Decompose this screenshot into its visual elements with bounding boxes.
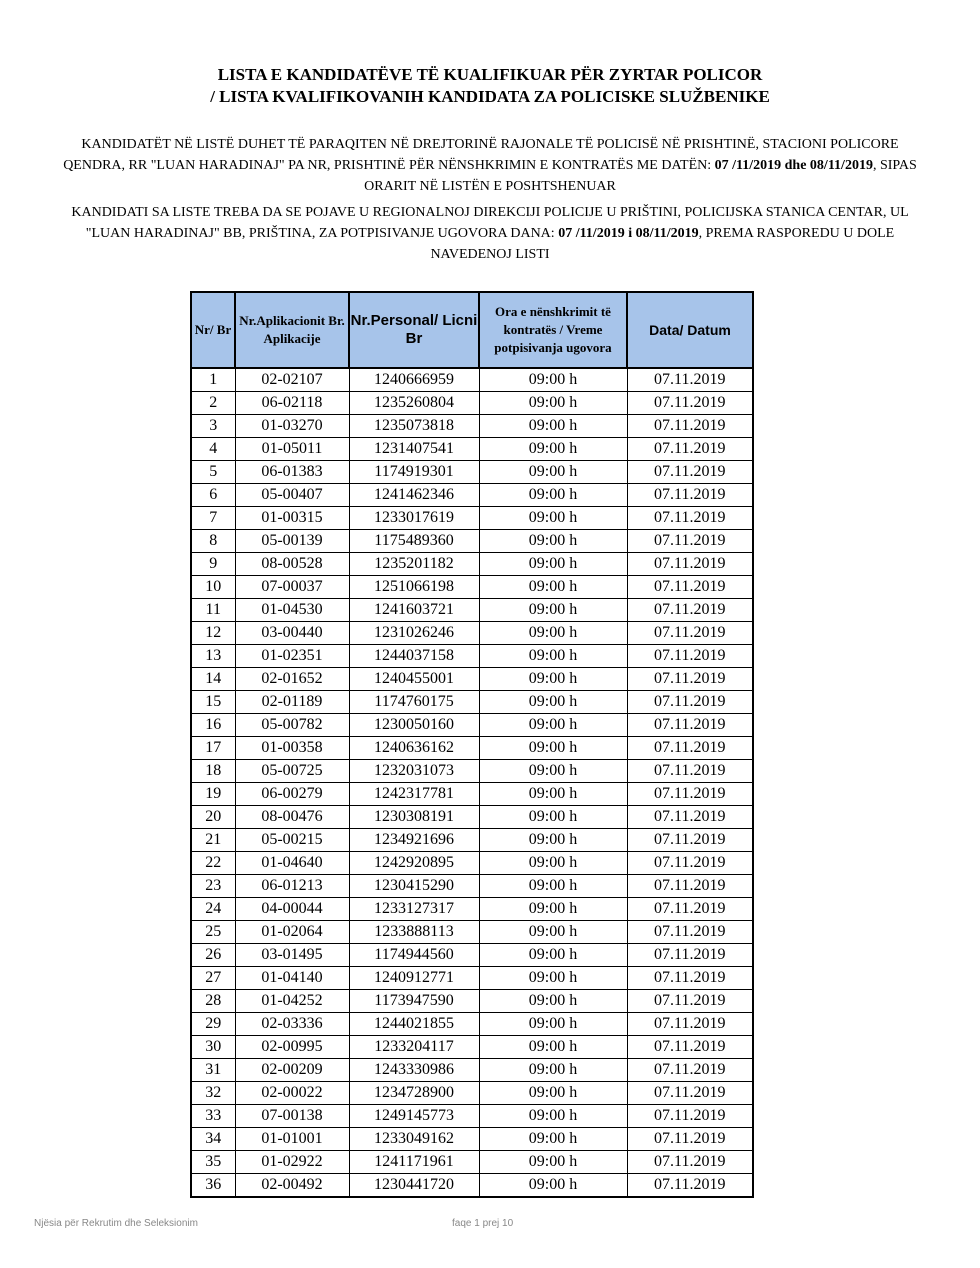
cell-application-number: 05-00782 <box>235 714 349 737</box>
cell-personal-number: 1234728900 <box>349 1082 479 1105</box>
instructions-serbian-text-a: KANDIDATI SA LISTE TREBA DA SE POJAVE U REGIONALNOJ DIREKCIJI POLICIJE U PRIŠTINI, POLICIJSKA STANICA CENTAR, UL "LUAN HARADINAJ" BB, PRIŠTINA, ZA POTPISIVANJE UGOVORA DANA: <box>71 205 909 241</box>
table-row <box>191 1059 753 1082</box>
cell-date: 07.11.2019 <box>627 990 753 1013</box>
cell-application-number: 02-00209 <box>235 1059 349 1082</box>
cell-signing-time: 09:00 h <box>479 368 627 392</box>
cell-date: 07.11.2019 <box>627 852 753 875</box>
table-row <box>191 829 753 852</box>
cell-nr: 15 <box>191 691 235 714</box>
cell-signing-time: 09:00 h <box>479 622 627 645</box>
cell-date: 07.11.2019 <box>627 645 753 668</box>
cell-application-number: 02-03336 <box>235 1013 349 1036</box>
cell-date: 07.11.2019 <box>627 760 753 783</box>
cell-nr: 19 <box>191 783 235 806</box>
cell-date: 07.11.2019 <box>627 530 753 553</box>
cell-application-number: 01-05011 <box>235 438 349 461</box>
cell-personal-number: 1230050160 <box>349 714 479 737</box>
cell-nr: 31 <box>191 1059 235 1082</box>
cell-signing-time: 09:00 h <box>479 1036 627 1059</box>
cell-application-number: 01-04252 <box>235 990 349 1013</box>
cell-nr: 25 <box>191 921 235 944</box>
table-row <box>191 806 753 829</box>
cell-nr: 27 <box>191 967 235 990</box>
cell-nr: 30 <box>191 1036 235 1059</box>
cell-signing-time: 09:00 h <box>479 737 627 760</box>
cell-personal-number: 1244037158 <box>349 645 479 668</box>
cell-signing-time: 09:00 h <box>479 783 627 806</box>
cell-signing-time: 09:00 h <box>479 599 627 622</box>
cell-application-number: 01-01001 <box>235 1128 349 1151</box>
cell-personal-number: 1251066198 <box>349 576 479 599</box>
cell-signing-time: 09:00 h <box>479 806 627 829</box>
cell-personal-number: 1230415290 <box>349 875 479 898</box>
instructions-serbian-dates: 07 /11/2019 i 08/11/2019 <box>558 226 699 241</box>
cell-personal-number: 1240455001 <box>349 668 479 691</box>
table-row <box>191 1105 753 1128</box>
cell-nr: 8 <box>191 530 235 553</box>
table-row <box>191 852 753 875</box>
cell-signing-time: 09:00 h <box>479 898 627 921</box>
cell-date: 07.11.2019 <box>627 691 753 714</box>
cell-personal-number: 1232031073 <box>349 760 479 783</box>
cell-date: 07.11.2019 <box>627 415 753 438</box>
cell-date: 07.11.2019 <box>627 1036 753 1059</box>
cell-nr: 29 <box>191 1013 235 1036</box>
cell-signing-time: 09:00 h <box>479 484 627 507</box>
cell-signing-time: 09:00 h <box>479 1151 627 1174</box>
table-row <box>191 392 753 415</box>
cell-application-number: 02-02107 <box>235 368 349 392</box>
cell-signing-time: 09:00 h <box>479 1082 627 1105</box>
cell-date: 07.11.2019 <box>627 1105 753 1128</box>
table-row <box>191 921 753 944</box>
cell-date: 07.11.2019 <box>627 737 753 760</box>
cell-nr: 10 <box>191 576 235 599</box>
cell-application-number: 05-00215 <box>235 829 349 852</box>
cell-signing-time: 09:00 h <box>479 714 627 737</box>
table-row <box>191 1036 753 1059</box>
cell-date: 07.11.2019 <box>627 1013 753 1036</box>
header-personal-number: Nr.Personal/ Licni Br <box>349 292 479 368</box>
cell-nr: 22 <box>191 852 235 875</box>
cell-personal-number: 1234921696 <box>349 829 479 852</box>
cell-date: 07.11.2019 <box>627 553 753 576</box>
cell-date: 07.11.2019 <box>627 944 753 967</box>
table-row <box>191 967 753 990</box>
table-body <box>191 368 753 1197</box>
cell-nr: 2 <box>191 392 235 415</box>
cell-application-number: 01-03270 <box>235 415 349 438</box>
cell-personal-number: 1241171961 <box>349 1151 479 1174</box>
cell-application-number: 01-04140 <box>235 967 349 990</box>
cell-signing-time: 09:00 h <box>479 1128 627 1151</box>
cell-nr: 35 <box>191 1151 235 1174</box>
table-row <box>191 783 753 806</box>
table-row <box>191 1128 753 1151</box>
cell-date: 07.11.2019 <box>627 1151 753 1174</box>
cell-nr: 33 <box>191 1105 235 1128</box>
cell-date: 07.11.2019 <box>627 921 753 944</box>
cell-nr: 6 <box>191 484 235 507</box>
cell-personal-number: 1241603721 <box>349 599 479 622</box>
cell-application-number: 07-00037 <box>235 576 349 599</box>
cell-date: 07.11.2019 <box>627 967 753 990</box>
cell-nr: 23 <box>191 875 235 898</box>
cell-application-number: 05-00725 <box>235 760 349 783</box>
table-row <box>191 415 753 438</box>
table-row <box>191 760 753 783</box>
header-signing-time: Ora e nënshkrimit të kontratës / Vreme potpisivanja ugovora <box>479 292 627 368</box>
cell-signing-time: 09:00 h <box>479 852 627 875</box>
table-row <box>191 875 753 898</box>
cell-nr: 5 <box>191 461 235 484</box>
table-row <box>191 368 753 392</box>
table-row <box>191 599 753 622</box>
cell-date: 07.11.2019 <box>627 438 753 461</box>
cell-application-number: 08-00476 <box>235 806 349 829</box>
cell-application-number: 01-00315 <box>235 507 349 530</box>
cell-nr: 13 <box>191 645 235 668</box>
cell-date: 07.11.2019 <box>627 507 753 530</box>
cell-application-number: 06-02118 <box>235 392 349 415</box>
cell-personal-number: 1230308191 <box>349 806 479 829</box>
table-row <box>191 645 753 668</box>
table-row <box>191 1082 753 1105</box>
candidates-table <box>190 291 754 1198</box>
cell-personal-number: 1233017619 <box>349 507 479 530</box>
cell-application-number: 07-00138 <box>235 1105 349 1128</box>
cell-signing-time: 09:00 h <box>479 990 627 1013</box>
cell-date: 07.11.2019 <box>627 392 753 415</box>
cell-signing-time: 09:00 h <box>479 415 627 438</box>
table-row <box>191 990 753 1013</box>
table-row <box>191 622 753 645</box>
footer-page-number: faqe 1 prej 10 <box>452 1218 514 1229</box>
cell-application-number: 06-01213 <box>235 875 349 898</box>
cell-nr: 11 <box>191 599 235 622</box>
cell-application-number: 02-01652 <box>235 668 349 691</box>
table-row <box>191 714 753 737</box>
cell-signing-time: 09:00 h <box>479 691 627 714</box>
header-application-number: Nr.Aplikacionit Br. Aplikacije <box>235 292 349 368</box>
table-row <box>191 438 753 461</box>
cell-date: 07.11.2019 <box>627 806 753 829</box>
cell-application-number: 05-00407 <box>235 484 349 507</box>
cell-application-number: 01-02351 <box>235 645 349 668</box>
cell-signing-time: 09:00 h <box>479 507 627 530</box>
table-row <box>191 1174 753 1198</box>
cell-signing-time: 09:00 h <box>479 530 627 553</box>
cell-personal-number: 1242920895 <box>349 852 479 875</box>
cell-personal-number: 1175489360 <box>349 530 479 553</box>
table-row <box>191 553 753 576</box>
cell-nr: 21 <box>191 829 235 852</box>
cell-nr: 3 <box>191 415 235 438</box>
cell-application-number: 01-04640 <box>235 852 349 875</box>
cell-personal-number: 1174919301 <box>349 461 479 484</box>
cell-nr: 4 <box>191 438 235 461</box>
cell-application-number: 08-00528 <box>235 553 349 576</box>
table-row <box>191 737 753 760</box>
cell-application-number: 02-01189 <box>235 691 349 714</box>
cell-personal-number: 1244021855 <box>349 1013 479 1036</box>
footer-unit: Njësia për Rekrutim dhe Seleksionim <box>34 1218 198 1229</box>
cell-signing-time: 09:00 h <box>479 944 627 967</box>
cell-date: 07.11.2019 <box>627 1082 753 1105</box>
cell-nr: 7 <box>191 507 235 530</box>
cell-date: 07.11.2019 <box>627 576 753 599</box>
cell-date: 07.11.2019 <box>627 1174 753 1198</box>
cell-application-number: 02-00995 <box>235 1036 349 1059</box>
cell-nr: 17 <box>191 737 235 760</box>
cell-date: 07.11.2019 <box>627 622 753 645</box>
cell-application-number: 01-02922 <box>235 1151 349 1174</box>
cell-application-number: 01-02064 <box>235 921 349 944</box>
cell-personal-number: 1240666959 <box>349 368 479 392</box>
cell-date: 07.11.2019 <box>627 1128 753 1151</box>
table-row <box>191 484 753 507</box>
cell-personal-number: 1240912771 <box>349 967 479 990</box>
cell-date: 07.11.2019 <box>627 898 753 921</box>
table-row <box>191 530 753 553</box>
cell-nr: 36 <box>191 1174 235 1198</box>
cell-date: 07.11.2019 <box>627 599 753 622</box>
cell-personal-number: 1231026246 <box>349 622 479 645</box>
cell-personal-number: 1233204117 <box>349 1036 479 1059</box>
instructions-albanian-text-b: , SIPAS ORARIT NË LISTËN E POSHTSHENUAR <box>364 158 917 194</box>
cell-signing-time: 09:00 h <box>479 553 627 576</box>
document-title-serbian: / LISTA KVALIFIKOVANIH KANDIDATA ZA POLICISKE SLUŽBENIKE <box>210 87 770 106</box>
cell-signing-time: 09:00 h <box>479 576 627 599</box>
cell-date: 07.11.2019 <box>627 829 753 852</box>
cell-signing-time: 09:00 h <box>479 875 627 898</box>
cell-personal-number: 1243330986 <box>349 1059 479 1082</box>
cell-nr: 28 <box>191 990 235 1013</box>
cell-nr: 9 <box>191 553 235 576</box>
header-nr: Nr/ Br <box>191 292 235 368</box>
cell-signing-time: 09:00 h <box>479 1105 627 1128</box>
cell-signing-time: 09:00 h <box>479 668 627 691</box>
cell-signing-time: 09:00 h <box>479 461 627 484</box>
cell-personal-number: 1242317781 <box>349 783 479 806</box>
cell-signing-time: 09:00 h <box>479 645 627 668</box>
table-row <box>191 668 753 691</box>
cell-application-number: 02-00022 <box>235 1082 349 1105</box>
cell-nr: 14 <box>191 668 235 691</box>
instructions-albanian <box>60 134 920 197</box>
cell-signing-time: 09:00 h <box>479 967 627 990</box>
table-row <box>191 576 753 599</box>
cell-personal-number: 1233049162 <box>349 1128 479 1151</box>
cell-nr: 26 <box>191 944 235 967</box>
cell-personal-number: 1230441720 <box>349 1174 479 1198</box>
cell-nr: 18 <box>191 760 235 783</box>
cell-signing-time: 09:00 h <box>479 921 627 944</box>
cell-personal-number: 1231407541 <box>349 438 479 461</box>
table-header-row <box>191 292 753 368</box>
cell-date: 07.11.2019 <box>627 461 753 484</box>
cell-date: 07.11.2019 <box>627 368 753 392</box>
cell-application-number: 04-00044 <box>235 898 349 921</box>
cell-application-number: 05-00139 <box>235 530 349 553</box>
cell-application-number: 06-01383 <box>235 461 349 484</box>
cell-nr: 32 <box>191 1082 235 1105</box>
cell-personal-number: 1235260804 <box>349 392 479 415</box>
cell-signing-time: 09:00 h <box>479 438 627 461</box>
cell-personal-number: 1235201182 <box>349 553 479 576</box>
cell-application-number: 03-01495 <box>235 944 349 967</box>
cell-nr: 12 <box>191 622 235 645</box>
cell-personal-number: 1240636162 <box>349 737 479 760</box>
instructions-serbian <box>60 202 920 265</box>
cell-nr: 34 <box>191 1128 235 1151</box>
header-date: Data/ Datum <box>627 292 753 368</box>
cell-application-number: 01-00358 <box>235 737 349 760</box>
cell-date: 07.11.2019 <box>627 714 753 737</box>
cell-signing-time: 09:00 h <box>479 1013 627 1036</box>
cell-date: 07.11.2019 <box>627 783 753 806</box>
table-row <box>191 507 753 530</box>
cell-application-number: 03-00440 <box>235 622 349 645</box>
cell-nr: 16 <box>191 714 235 737</box>
table-row <box>191 461 753 484</box>
instructions-serbian-text-b: , PREMA RASPOREDU U DOLE NAVEDENOJ LISTI <box>430 226 895 262</box>
table-row <box>191 944 753 967</box>
cell-nr: 1 <box>191 368 235 392</box>
cell-personal-number: 1233888113 <box>349 921 479 944</box>
table-row <box>191 1151 753 1174</box>
cell-personal-number: 1241462346 <box>349 484 479 507</box>
instructions-albanian-text-a: KANDIDATËT NË LISTË DUHET TË PARAQITEN NË DREJTORINË RAJONALE TË POLICISË NË PRISHTINË, STACIONI POLICORE QENDRA, RR "LUAN HARADINAJ" PA NR, PRISHTINË PËR NËNSHKRIMIN E KONTRATËS ME DATËN: <box>63 137 899 173</box>
cell-personal-number: 1235073818 <box>349 415 479 438</box>
cell-application-number: 01-04530 <box>235 599 349 622</box>
cell-signing-time: 09:00 h <box>479 1174 627 1198</box>
table-row <box>191 1013 753 1036</box>
cell-date: 07.11.2019 <box>627 1059 753 1082</box>
cell-personal-number: 1174944560 <box>349 944 479 967</box>
document-title-albanian: LISTA E KANDIDATËVE TË KUALIFIKUAR PËR ZYRTAR POLICOR <box>217 65 763 84</box>
cell-personal-number: 1174760175 <box>349 691 479 714</box>
cell-nr: 20 <box>191 806 235 829</box>
cell-signing-time: 09:00 h <box>479 760 627 783</box>
cell-personal-number: 1173947590 <box>349 990 479 1013</box>
cell-date: 07.11.2019 <box>627 668 753 691</box>
cell-signing-time: 09:00 h <box>479 392 627 415</box>
table-row <box>191 898 753 921</box>
cell-date: 07.11.2019 <box>627 875 753 898</box>
cell-signing-time: 09:00 h <box>479 829 627 852</box>
cell-personal-number: 1249145773 <box>349 1105 479 1128</box>
cell-signing-time: 09:00 h <box>479 1059 627 1082</box>
cell-application-number: 02-00492 <box>235 1174 349 1198</box>
instructions-albanian-dates: 07 /11/2019 dhe 08/11/2019 <box>714 158 873 173</box>
cell-nr: 24 <box>191 898 235 921</box>
table-row <box>191 691 753 714</box>
cell-date: 07.11.2019 <box>627 484 753 507</box>
cell-personal-number: 1233127317 <box>349 898 479 921</box>
cell-application-number: 06-00279 <box>235 783 349 806</box>
